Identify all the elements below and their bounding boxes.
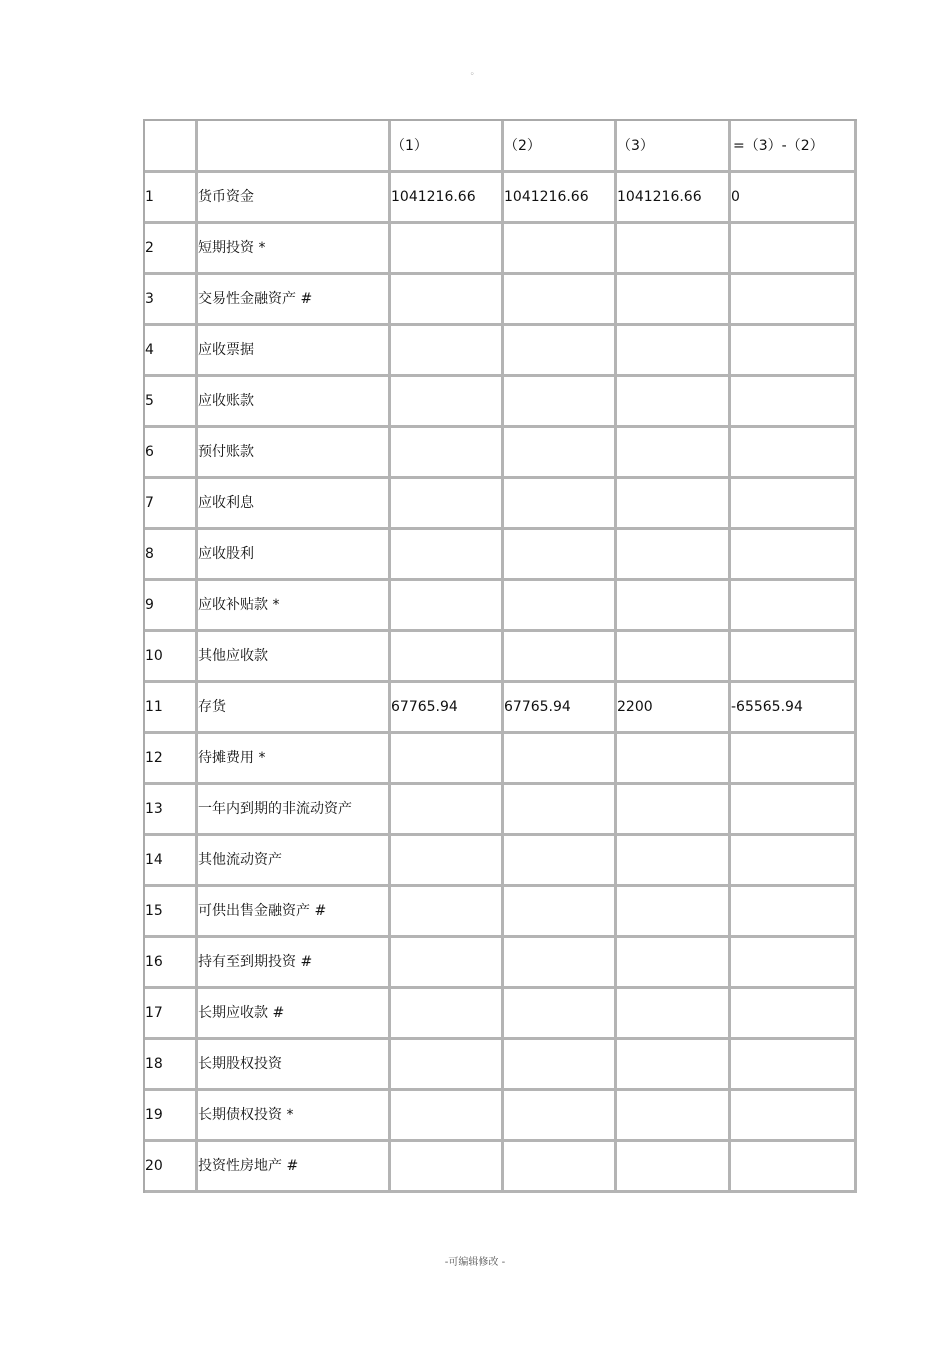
table-row xyxy=(145,836,857,887)
row-col2-value xyxy=(504,1142,617,1193)
row-col1-value xyxy=(391,326,504,377)
row-diff-value xyxy=(731,632,857,683)
row-item-name: 长期股权投资 xyxy=(198,1040,391,1091)
asset-ledger-table xyxy=(143,119,857,1193)
row-item-name: 应收补贴款 * xyxy=(198,581,391,632)
table-row xyxy=(145,275,857,326)
row-diff-value xyxy=(731,887,857,938)
row-col1-value xyxy=(391,632,504,683)
row-col3-value xyxy=(617,326,731,377)
row-diff-value xyxy=(731,1142,857,1193)
header-cell-no xyxy=(145,121,198,173)
row-number: 15 xyxy=(145,887,198,938)
row-diff-value xyxy=(731,938,857,989)
row-col3-value: 2200 xyxy=(617,683,731,734)
table-row xyxy=(145,734,857,785)
row-diff-value xyxy=(731,428,857,479)
table-row xyxy=(145,785,857,836)
row-item-name: 长期债权投资 * xyxy=(198,1091,391,1142)
row-col3-value: 1041216.66 xyxy=(617,173,731,224)
row-number: 14 xyxy=(145,836,198,887)
table-header-row xyxy=(145,121,857,173)
row-diff-value xyxy=(731,836,857,887)
row-col2-value xyxy=(504,377,617,428)
row-col1-value xyxy=(391,581,504,632)
row-col3-value xyxy=(617,530,731,581)
row-col1-value xyxy=(391,887,504,938)
row-col1-value xyxy=(391,224,504,275)
row-col2-value xyxy=(504,989,617,1040)
row-col3-value xyxy=(617,1040,731,1091)
row-col1-value xyxy=(391,1040,504,1091)
row-item-name: 其他应收款 xyxy=(198,632,391,683)
row-col1-value xyxy=(391,1091,504,1142)
row-col3-value xyxy=(617,938,731,989)
row-diff-value xyxy=(731,377,857,428)
row-col3-value xyxy=(617,989,731,1040)
row-col1-value xyxy=(391,1142,504,1193)
row-item-name: 待摊费用 * xyxy=(198,734,391,785)
row-col2-value xyxy=(504,632,617,683)
row-diff-value xyxy=(731,989,857,1040)
row-number: 13 xyxy=(145,785,198,836)
header-cell-diff: =（3）-（2） xyxy=(731,121,857,173)
row-diff-value xyxy=(731,1091,857,1142)
row-col3-value xyxy=(617,836,731,887)
row-col2-value xyxy=(504,938,617,989)
row-col1-value xyxy=(391,734,504,785)
row-col3-value xyxy=(617,785,731,836)
row-item-name: 货币资金 xyxy=(198,173,391,224)
table-row xyxy=(145,1091,857,1142)
table-row xyxy=(145,479,857,530)
row-diff-value xyxy=(731,479,857,530)
row-col2-value xyxy=(504,887,617,938)
table-row xyxy=(145,632,857,683)
row-number: 7 xyxy=(145,479,198,530)
header-cell-name xyxy=(198,121,391,173)
row-item-name: 应收票据 xyxy=(198,326,391,377)
row-col1-value xyxy=(391,938,504,989)
row-col1-value xyxy=(391,479,504,530)
table-row xyxy=(145,1142,857,1193)
row-item-name: 投资性房地产 # xyxy=(198,1142,391,1193)
row-number: 20 xyxy=(145,1142,198,1193)
row-item-name: 交易性金融资产 # xyxy=(198,275,391,326)
table-row xyxy=(145,530,857,581)
row-col1-value xyxy=(391,377,504,428)
row-number: 9 xyxy=(145,581,198,632)
row-item-name: 存货 xyxy=(198,683,391,734)
row-number: 2 xyxy=(145,224,198,275)
row-number: 10 xyxy=(145,632,198,683)
page-header-mark: 。 xyxy=(470,67,480,77)
row-col2-value xyxy=(504,275,617,326)
table-row xyxy=(145,938,857,989)
header-cell-col3: （3） xyxy=(617,121,731,173)
row-diff-value xyxy=(731,734,857,785)
row-number: 4 xyxy=(145,326,198,377)
row-diff-value xyxy=(731,275,857,326)
row-col1-value: 1041216.66 xyxy=(391,173,504,224)
row-col2-value xyxy=(504,734,617,785)
row-diff-value xyxy=(731,530,857,581)
header-cell-col1: （1） xyxy=(391,121,504,173)
row-col2-value xyxy=(504,479,617,530)
row-number: 6 xyxy=(145,428,198,479)
row-item-name: 其他流动资产 xyxy=(198,836,391,887)
table-row xyxy=(145,1040,857,1091)
row-col3-value xyxy=(617,1091,731,1142)
row-col1-value xyxy=(391,428,504,479)
table-row xyxy=(145,224,857,275)
row-diff-value xyxy=(731,224,857,275)
row-item-name: 一年内到期的非流动资产 xyxy=(198,785,391,836)
table-row xyxy=(145,887,857,938)
row-number: 11 xyxy=(145,683,198,734)
row-number: 8 xyxy=(145,530,198,581)
row-col3-value xyxy=(617,887,731,938)
row-diff-value xyxy=(731,785,857,836)
header-cell-col2: （2） xyxy=(504,121,617,173)
table-row xyxy=(145,173,857,224)
row-item-name: 持有至到期投资 # xyxy=(198,938,391,989)
row-col3-value xyxy=(617,224,731,275)
row-col2-value xyxy=(504,785,617,836)
row-item-name: 长期应收款 # xyxy=(198,989,391,1040)
row-col1-value: 67765.94 xyxy=(391,683,504,734)
row-diff-value: -65565.94 xyxy=(731,683,857,734)
row-col3-value xyxy=(617,479,731,530)
row-item-name: 应收利息 xyxy=(198,479,391,530)
row-col1-value xyxy=(391,989,504,1040)
row-number: 19 xyxy=(145,1091,198,1142)
row-col3-value xyxy=(617,1142,731,1193)
row-col1-value xyxy=(391,836,504,887)
row-col2-value xyxy=(504,326,617,377)
row-number: 3 xyxy=(145,275,198,326)
table-row xyxy=(145,326,857,377)
row-diff-value: 0 xyxy=(731,173,857,224)
row-col2-value: 1041216.66 xyxy=(504,173,617,224)
row-number: 18 xyxy=(145,1040,198,1091)
row-col2-value xyxy=(504,428,617,479)
row-item-name: 应收账款 xyxy=(198,377,391,428)
row-number: 5 xyxy=(145,377,198,428)
row-number: 17 xyxy=(145,989,198,1040)
row-diff-value xyxy=(731,326,857,377)
row-col1-value xyxy=(391,530,504,581)
row-col3-value xyxy=(617,377,731,428)
row-number: 12 xyxy=(145,734,198,785)
row-item-name: 应收股利 xyxy=(198,530,391,581)
row-col2-value xyxy=(504,224,617,275)
row-col2-value xyxy=(504,1040,617,1091)
row-col3-value xyxy=(617,632,731,683)
table-row xyxy=(145,989,857,1040)
row-col2-value xyxy=(504,836,617,887)
row-col2-value xyxy=(504,581,617,632)
table-row xyxy=(145,581,857,632)
row-item-name: 可供出售金融资产 # xyxy=(198,887,391,938)
table-row xyxy=(145,377,857,428)
row-item-name: 预付账款 xyxy=(198,428,391,479)
row-diff-value xyxy=(731,581,857,632)
row-col1-value xyxy=(391,785,504,836)
page-footer: -可编辑修改 - xyxy=(444,1257,506,1268)
row-number: 16 xyxy=(145,938,198,989)
row-col3-value xyxy=(617,428,731,479)
table-row xyxy=(145,683,857,734)
row-col1-value xyxy=(391,275,504,326)
row-item-name: 短期投资 * xyxy=(198,224,391,275)
row-col3-value xyxy=(617,581,731,632)
row-col2-value: 67765.94 xyxy=(504,683,617,734)
table-row xyxy=(145,428,857,479)
row-col2-value xyxy=(504,1091,617,1142)
row-number: 1 xyxy=(145,173,198,224)
row-col3-value xyxy=(617,275,731,326)
row-col2-value xyxy=(504,530,617,581)
row-col3-value xyxy=(617,734,731,785)
row-diff-value xyxy=(731,1040,857,1091)
